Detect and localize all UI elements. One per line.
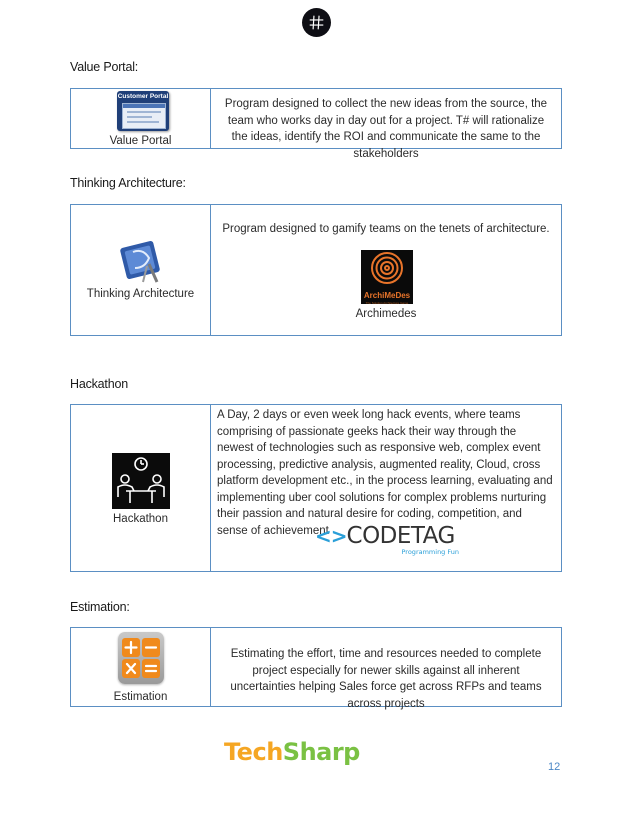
archimedes-logo (361, 250, 413, 304)
techsharp-hash-logo (302, 8, 331, 37)
hackathon-description: A Day, 2 days or even week long hack events, where teams comprising of passionate geeks hack their way through the newest of technologies such as responsive web, complex event processing, predictive analysis, augmented reality, Cloud, cross platform development etc., in the process learning, evaluating and implementing uber cool solutions for complex problems nurturing their passion and natural desire for coding, competition, and sense of achievement (217, 409, 553, 537)
calculator-icon (118, 632, 164, 684)
keynote-icon (117, 238, 165, 286)
archimedes-logo-text: ArchiMeDes (363, 291, 411, 300)
hackathon-icon (112, 453, 170, 509)
brand-part-tech: Tech (224, 738, 283, 766)
archimedes-logo-subtext: The Solution Architecture Game (365, 301, 409, 305)
codetag-text: CODETAG (346, 523, 455, 549)
estimation-table (70, 627, 562, 710)
hackathon-image-cell (71, 405, 211, 571)
hackathon-caption: Hackathon (113, 513, 168, 525)
codetag-brackets: <> (315, 524, 347, 548)
thinking-architecture-heading: Thinking Architecture: (70, 176, 186, 190)
estimation-description: Estimating the effort, time and resources needed to complete project especially for newer skills against all inherent uncertainties helping Sales force get across RFPs and teams across projects (230, 648, 542, 710)
hash-icon (308, 14, 325, 31)
thinking-architecture-table (70, 204, 562, 336)
codetag-logo (315, 523, 463, 559)
value-portal-table (70, 88, 562, 160)
customer-portal-image (117, 91, 169, 131)
value-portal-description: Program designed to collect the new ideas from the source, the team who works day in day out for a project. T# will rationalize the ideas, identify the ROI and communicate the same to the stakeholders (224, 98, 548, 160)
brand-part-sharp: Sharp (282, 738, 360, 766)
window-icon (122, 103, 166, 129)
spiral-icon (361, 250, 413, 286)
hackathon-heading: Hackathon (70, 377, 128, 391)
value-portal-image-cell (71, 89, 211, 148)
thinking-architecture-image-cell (71, 205, 211, 335)
thinking-architecture-caption: Thinking Architecture (86, 288, 195, 300)
archimedes-caption: Archimedes (355, 308, 417, 320)
thinking-architecture-description: Program designed to gamify teams on the tenets of architecture. (222, 223, 550, 235)
estimation-image-cell (71, 628, 211, 706)
value-portal-heading: Value Portal: (70, 60, 139, 74)
codetag-tagline: Programming Fun (401, 548, 459, 556)
value-portal-caption: Value Portal (109, 135, 172, 147)
hackathon-table (70, 404, 562, 572)
customer-portal-image-label: Customer Portal (117, 93, 169, 100)
estimation-heading: Estimation: (70, 600, 130, 614)
techsharp-logo (224, 738, 360, 766)
estimation-caption: Estimation (113, 691, 168, 703)
page-number: 12 (548, 761, 561, 773)
